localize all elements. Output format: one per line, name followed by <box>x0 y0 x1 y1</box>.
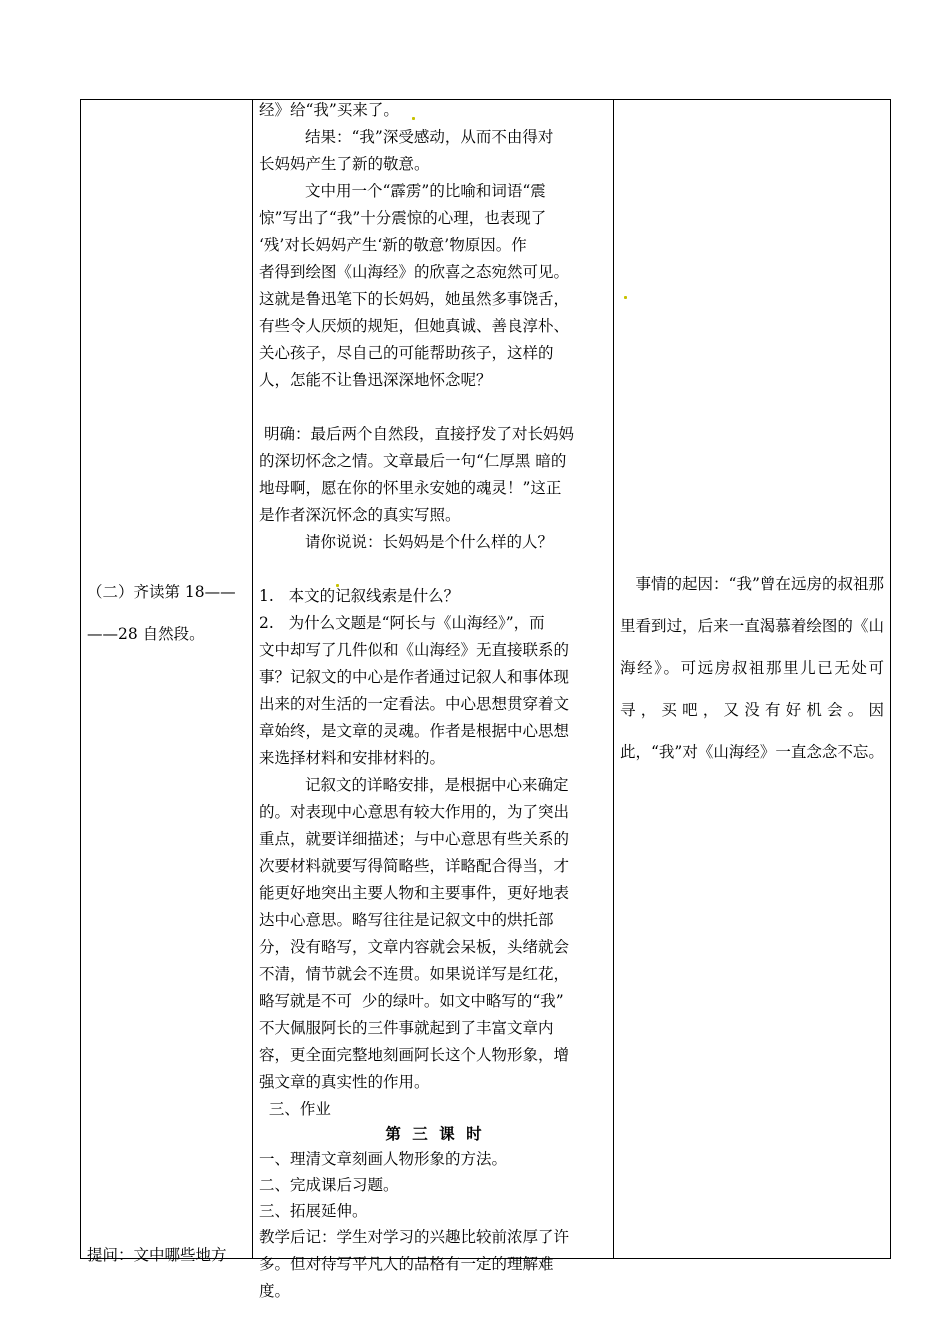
text-line: 章始终，是文章的灵魂。作者是根据中心思想 <box>259 722 570 740</box>
text-line: 地母啊，愿在你的怀里永安她的魂灵！”这正 <box>259 479 562 497</box>
text-line: 有些令人厌烦的规矩，但她真诚、善良淳朴、 <box>259 317 570 335</box>
homework-heading: 三、作业 <box>259 1100 331 1118</box>
text-line: 重点，就要详细描述；与中心意思有些关系的 <box>259 830 570 848</box>
task-line: 一、理清文章刻画人物形象的方法。 <box>259 1150 508 1168</box>
text-line: 不大佩服阿长的三件事就起到了丰富文章内 <box>259 1019 554 1037</box>
text-line: 记叙文的详略安排，是根据中心来确定 <box>305 776 569 794</box>
question-prompt: 提问：文中哪些地方 <box>87 1246 227 1264</box>
text-line: 结果：“我”深受感动，从而不由得对 <box>305 128 554 146</box>
lesson-table <box>80 99 891 1300</box>
text-line: ‘残’对长妈妈产生‘新的敬意’物原因。作 <box>259 236 527 254</box>
text-line: 文中却写了几件似和《山海经》无直接联系的 <box>259 641 570 659</box>
text-line: 请你说说：长妈妈是个什么样的人？ <box>305 533 554 551</box>
text-line: 是作者深沉怀念的真实写照。 <box>259 506 461 524</box>
teaching-content <box>259 97 611 1305</box>
reading-task-line-1: （二）齐读第 18—— <box>87 583 236 601</box>
text-line: 的。对表现中心意思有较大作用的，为了突出 <box>259 803 570 821</box>
text-line: 强文章的真实性的作用。 <box>259 1073 430 1091</box>
task-line: 三、拓展延伸。 <box>259 1202 368 1220</box>
text-line: 不清，情节就会不连贯。如果说详写是红花， <box>259 965 570 983</box>
scan-speck <box>624 296 627 299</box>
scan-speck <box>336 584 339 587</box>
blank-line <box>259 556 611 583</box>
text-line: 达中心意思。略写往往是记叙文中的烘托部 <box>259 911 554 929</box>
text-line: 经》给“我”买来了。 <box>259 101 399 119</box>
column-divider <box>252 100 253 1258</box>
text-line: 长妈妈产生了新的敬意。 <box>259 155 430 173</box>
cause-explanation: 事情的起因：“我”曾在远房的叔祖那里看到过，后来一直渴慕着绘图的《山海经》。可远房叔祖那里儿已无处可寻，买吧，又没有好机会。因此，“我”对《山海经》一直念念不忘。 <box>620 575 884 761</box>
text-line: 者得到绘图《山海经》的欣喜之态宛然可见。 <box>259 263 570 281</box>
text-line: 能更好地突出主要人物和主要事件，更好地表 <box>259 884 570 902</box>
text-line: 关心孩子，尽自己的可能帮助孩子，这样的 <box>259 344 554 362</box>
text-line: 2. 为什么文题是“阿长与《山海经》”，而 <box>259 614 545 632</box>
text-line: 容，更全面完整地刻画阿长这个人物形象，增 <box>259 1046 570 1064</box>
text-line: 惊”写出了“我”十分震惊的心理，也表现了 <box>259 209 547 227</box>
text-line: 这就是鲁迅笔下的长妈妈，她虽然多事饶舌， <box>259 290 570 308</box>
task-line: 教学后记：学生对学习的兴趣比较前浓厚了许 <box>259 1228 570 1246</box>
text-line: 明确：最后两个自然段，直接抒发了对长妈妈 <box>259 425 574 443</box>
text-line: 略写就是不可 少的绿叶。如文中略写的“我” <box>259 992 564 1010</box>
text-line: 次要材料就要写得简略些，详略配合得当，才 <box>259 857 570 875</box>
task-line: 度。 <box>259 1282 291 1300</box>
text-line: 出来的对生活的一定看法。中心思想贯穿着文 <box>259 695 570 713</box>
text-line: 文中用一个“霹雳”的比喻和词语“震 <box>305 182 546 200</box>
text-line: 的深切怀念之情。文章最后一句“仁厚黑 暗的 <box>259 452 567 470</box>
lesson-heading: 第 三 课 时 <box>385 1124 485 1143</box>
text-line: 人，怎能不让鲁迅深深地怀念呢？ <box>259 371 492 389</box>
column-divider <box>613 100 614 1258</box>
reading-task <box>87 571 251 655</box>
text-line: 1. 本文的记叙线索是什么？ <box>259 587 460 605</box>
reading-task-line-2: ——28 自然段。 <box>87 625 205 643</box>
text-line: 来选择材料和安排材料的。 <box>259 749 446 767</box>
task-line: 多。但对待写平凡人的品格有一定的理解难 <box>259 1255 554 1273</box>
text-line: 事？记叙文的中心是作者通过记叙人和事体现 <box>259 668 570 686</box>
blank-line <box>259 394 611 421</box>
scan-speck <box>412 117 415 120</box>
text-line: 分，没有略写，文章内容就会呆板，头绪就会 <box>259 938 570 956</box>
task-line: 二、完成课后习题。 <box>259 1176 399 1194</box>
